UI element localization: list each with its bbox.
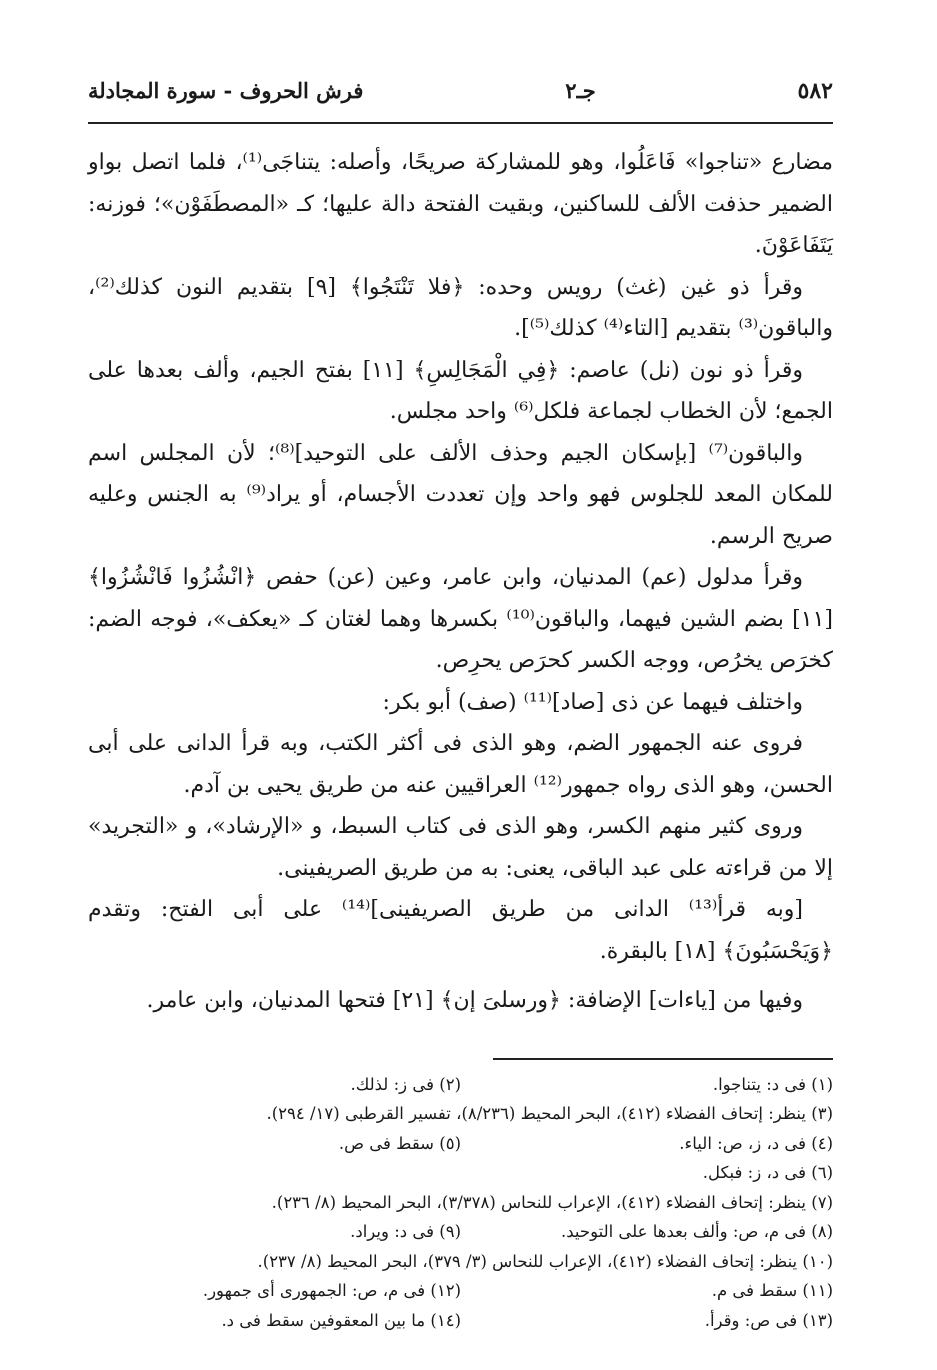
footnote-row — [88, 1247, 833, 1277]
paragraph: وروى كثير منهم الكسر، وهو الذى فى كتاب السبط، و «الإرشاد»، و «التجريد» إلا من قراءته على عبد الباقى، يعنى: به من طريق الصريفينى. — [88, 814, 833, 881]
paragraph: وقرأ ذو غين (غث) رويس وحده: ﴿فلا تَنْتَجُوا﴾ [٩] بتقديم النون كذلك⁽²⁾، والباقون⁽³⁾ بتقديم [التاء⁽⁴⁾ كذلك⁽⁵⁾]. — [88, 274, 833, 341]
paragraph: والباقون⁽⁷⁾ [بإسكان الجيم وحذف الألف على التوحيد]⁽⁸⁾؛ لأن المجلس اسم للمكان المعد للجلوس فهو واحد وإن تعددت الأجسام، أو يراد⁽⁹⁾ به الجنس وعليه صريح الرسم. — [88, 440, 833, 549]
footnote-row — [88, 1217, 833, 1247]
footnote: (٩) فى د: ويراد. — [350, 1222, 461, 1241]
footnote: (٢) فى ز: لذلك. — [350, 1074, 461, 1094]
footnote-row — [88, 1306, 833, 1336]
footnote: (١) فى د: يتناجوا. — [712, 1074, 833, 1094]
running-header — [88, 78, 833, 124]
page-number: ٥٨٢ — [797, 78, 833, 104]
footnote: (١١) سقط فى م. — [711, 1281, 833, 1300]
page — [88, 78, 833, 1335]
footnote: (٨) فى م، ص: وألف بعدها على التوحيد. — [560, 1222, 833, 1241]
footnote-divider — [493, 1058, 833, 1060]
footnote-row — [88, 1099, 833, 1129]
footnote: (١٢) فى م، ص: الجمهورى أى جمهور. — [202, 1281, 461, 1300]
footnote: (٤) فى د، ز، ص: الياء. — [679, 1133, 833, 1153]
footnote-row — [88, 1188, 833, 1218]
footnote-row — [88, 1129, 833, 1159]
footnote-row — [88, 1070, 833, 1100]
paragraph: وفيها من [ياءات] الإضافة: ﴿ورسلىَ إن﴾ [٢١] فتحها المدنيان، وابن عامر. — [146, 988, 803, 1013]
chapter-title: فرش الحروف - سورة المجادلة — [88, 78, 364, 103]
footnote: (١٠) ينظر: إتحاف الفضلاء (٤١٢)، الإعراب للنحاس (٣/ ٣٧٩)، البحر المحيط (٨/ ٢٣٧). — [257, 1251, 833, 1271]
footnote: (٦) فى د، ز: فبكل. — [702, 1163, 833, 1182]
footnote-row — [88, 1276, 833, 1306]
main-text — [88, 142, 833, 1022]
paragraph: فروى عنه الجمهور الضم، وهو الذى فى أكثر الكتب، وبه قرأ الدانى على أبى الحسن، وهو الذى رواه جمهور⁽¹²⁾ العراقيين عنه من طريق يحيى بن آدم. — [88, 731, 833, 798]
footnote: (٥) سقط فى ص. — [338, 1133, 461, 1153]
paragraph: مضارع «تناجوا» فَاعَلُوا، وهو للمشاركة صريحًا، وأصله: يتناجَى⁽¹⁾، فلما اتصل بواو الضمير حذفت الألف للساكنين، وبقيت الفتحة دالة عليها؛ كـ «المصطَفَوْن»؛ فوزنه: يَتَفَاعَوْنَ. — [88, 150, 834, 258]
footnote: (١٣) فى ص: وقرأ. — [704, 1310, 833, 1330]
footnote-row — [88, 1158, 833, 1188]
volume-label: جـ٢ — [565, 78, 596, 103]
footnote: (٣) ينظر: إتحاف الفضلاء (٤١٢)، البحر المحيط (٨/٢٣٦)، تفسير القرطبى (١٧/ ٢٩٤). — [266, 1104, 833, 1123]
footnote: (٧) ينظر: إتحاف الفضلاء (٤١٢)، الإعراب للنحاس (٣/٣٧٨)، البحر المحيط (٨/ ٢٣٦). — [271, 1192, 833, 1212]
paragraph: واختلف فيهما عن ذى [صاد]⁽¹¹⁾ (صف) أبو بكر: — [382, 689, 803, 715]
footnotes — [88, 1070, 833, 1336]
footnote: (١٤) ما بين المعقوفين سقط فى د. — [221, 1310, 461, 1330]
paragraph: وقرأ ذو نون (نل) عاصم: ﴿فِي الْمَجَالِسِ﴾ [١١] بفتح الجيم، وألف بعدها على الجمع؛ لأن الخطاب لجماعة فلكل⁽⁶⁾ واحد مجلس. — [88, 357, 833, 424]
paragraph: وقرأ مدلول (عم) المدنيان، وابن عامر، وعين (عن) حفص ﴿انْشُزُوا فَانْشُزُوا﴾ [١١] بضم الشين فيهما، والباقون⁽¹⁰⁾ بكسرها وهما لغتان كـ «يعكف»، فوجه الضم: كخرَص يخرُص، ووجه الكسر كحرَص يحرِص. — [88, 565, 833, 673]
paragraph: [وبه قرأ⁽¹³⁾ الدانى من طريق الصريفينى]⁽¹⁴⁾ على أبى الفتح: وتقدم ﴿وَيَحْسَبُونَ﴾ [١٨] بالبقرة. — [88, 897, 833, 964]
